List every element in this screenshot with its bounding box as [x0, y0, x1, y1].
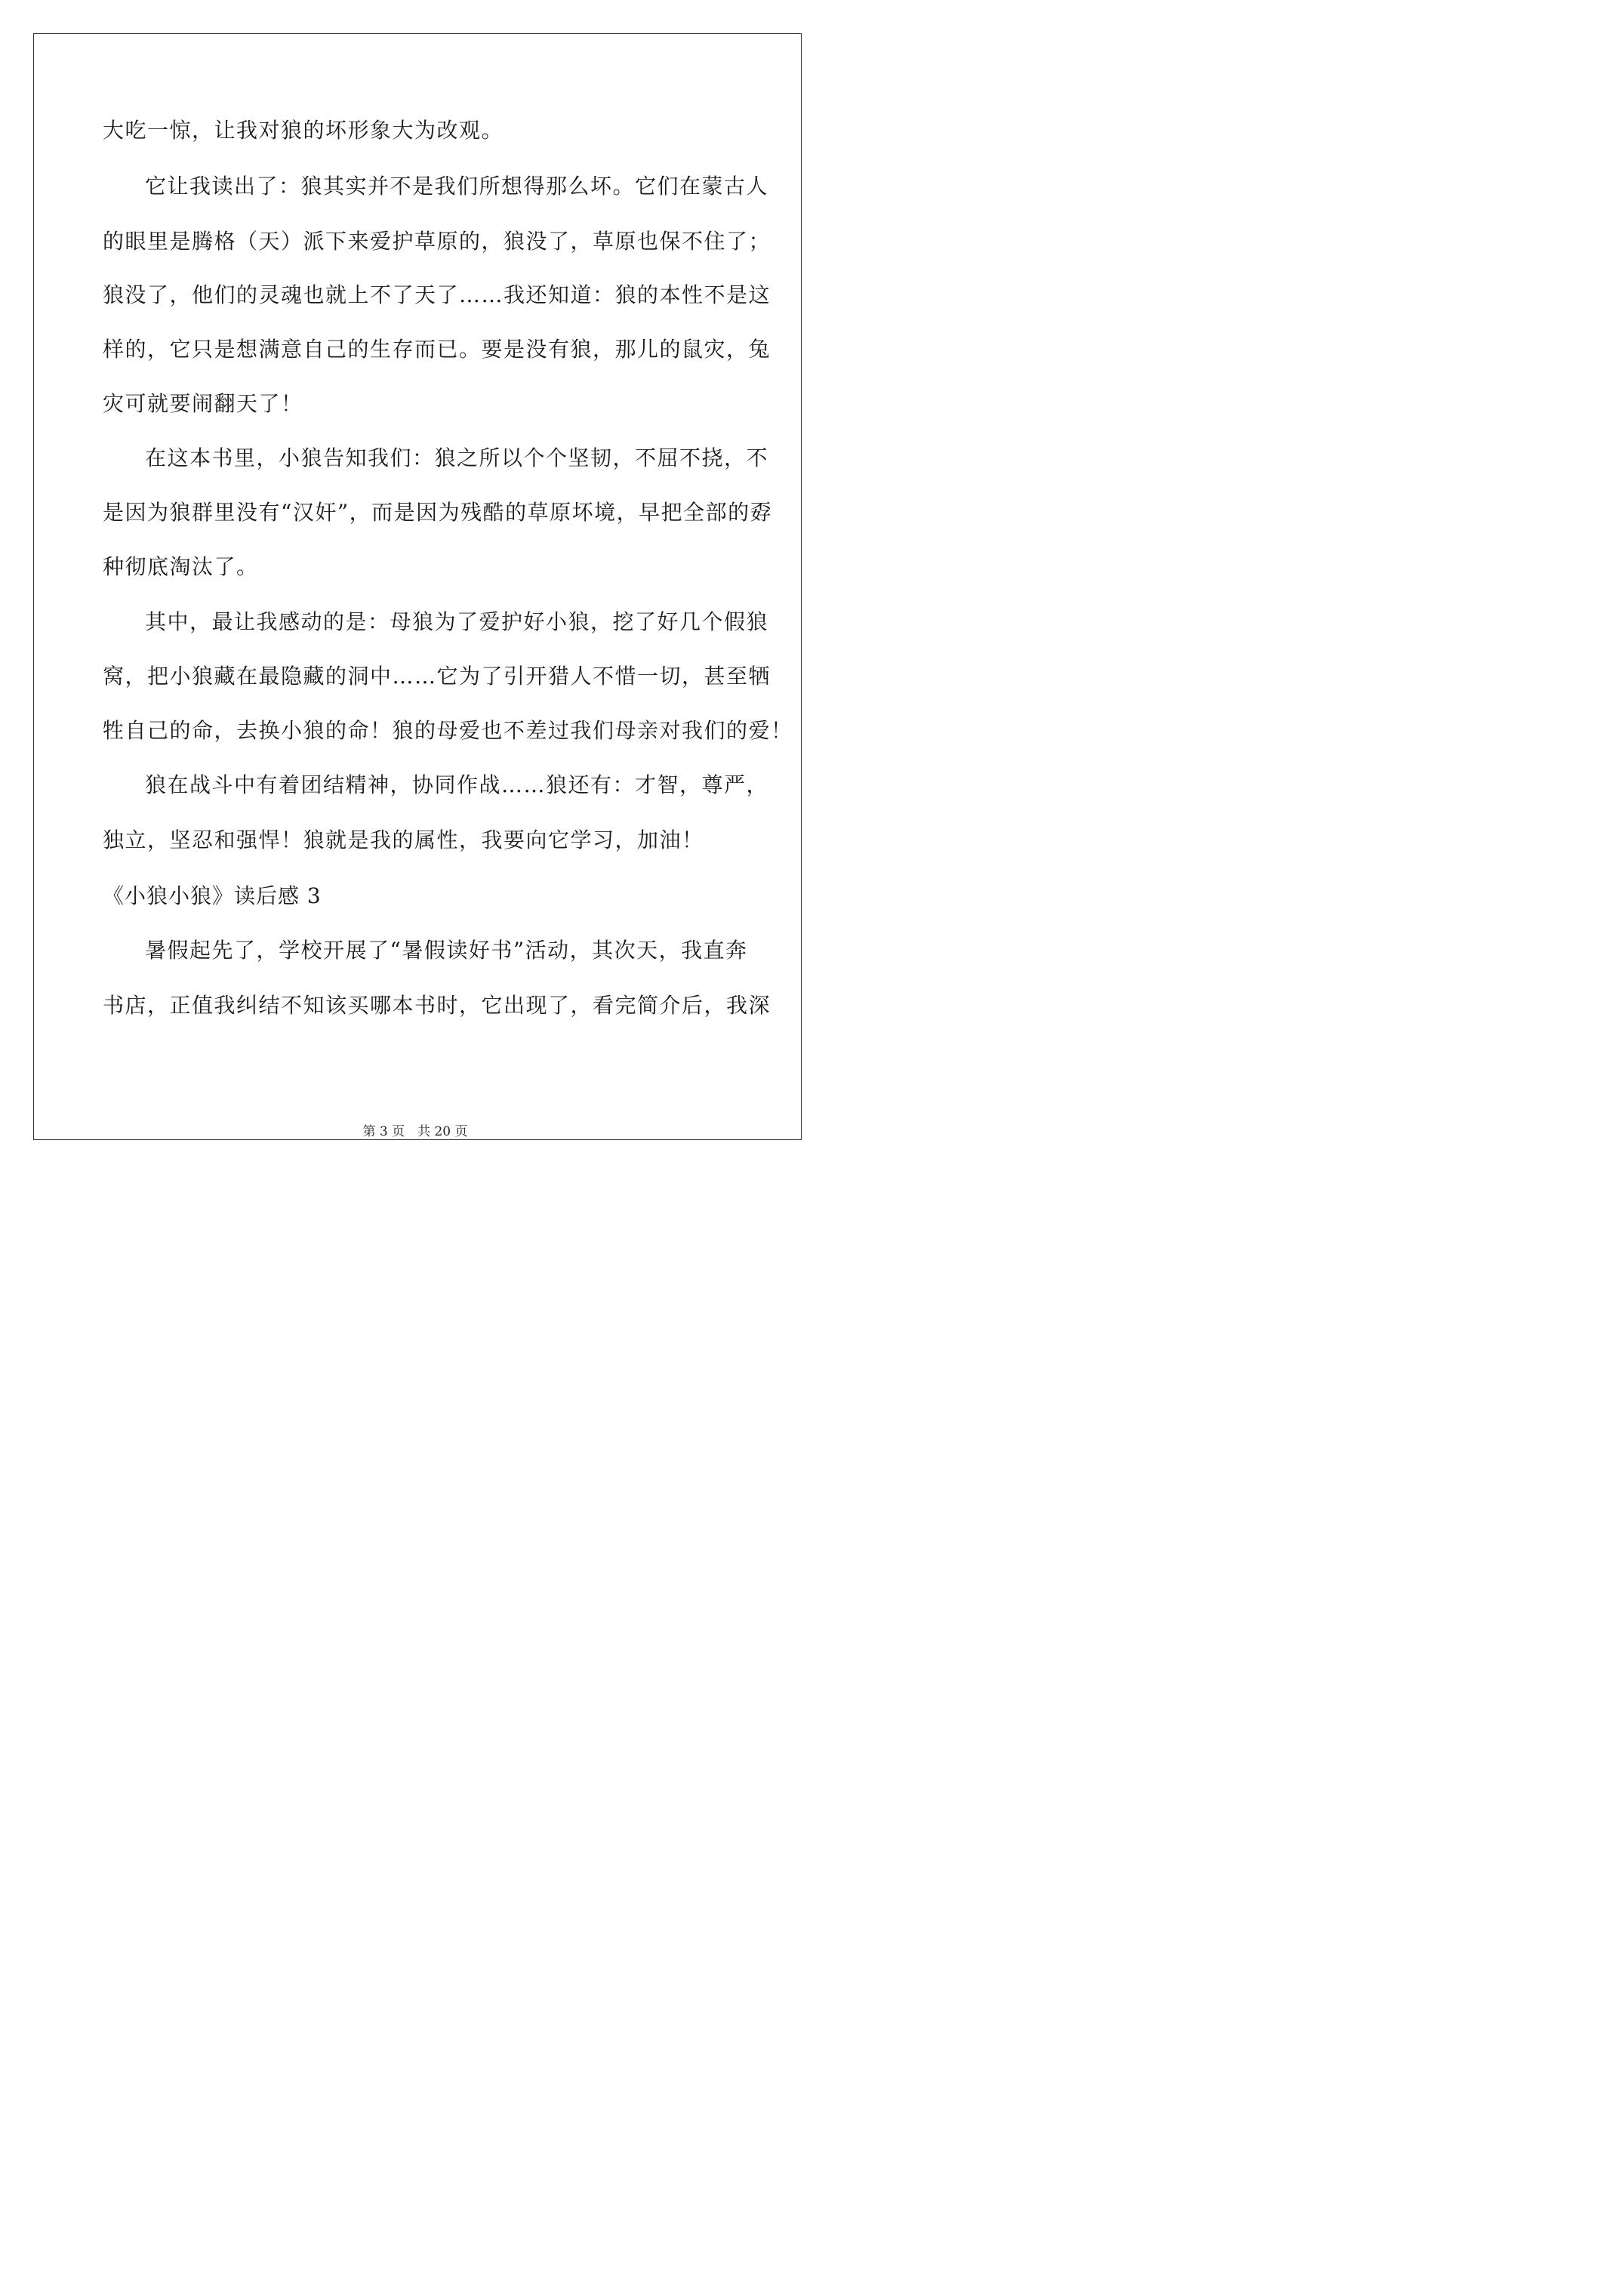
- text-line: 种彻底淘汰了。: [103, 554, 259, 579]
- text-line: 样的，它只是想满意自己的生存而已。要是没有狼，那儿的鼠灾，兔: [103, 337, 771, 362]
- text-line: 在这本书里，小狼告知我们：狼之所以个个坚韧，不屈不挠，不: [145, 445, 769, 470]
- section-heading: 《小狼小狼》读后感 3: [103, 883, 322, 908]
- text-line: 的眼里是腾格（天）派下来爱护草原的，狼没了，草原也保不住了；: [103, 229, 771, 254]
- text-line: 狼没了，他们的灵魂也就上不了天了……我还知道：狼的本性不是这: [103, 282, 771, 307]
- text-line: 书店，正值我纠结不知该买哪本书时，它出现了，看完简介后，我深: [103, 993, 771, 1018]
- text-line: 大吃一惊，让我对狼的坏形象大为改观。: [103, 118, 504, 143]
- text-line: 暑假起先了，学校开展了“暑假读好书”活动，其次天，我直奔: [145, 938, 748, 963]
- text-line: 牲自己的命，去换小狼的命！狼的母爱也不差过我们母亲对我们的爱！: [103, 718, 793, 743]
- text-line: 其中，最让我感动的是：母狼为了爱护好小狼，挖了好几个假狼: [145, 609, 769, 634]
- text-line: 它让我读出了：狼其实并不是我们所想得那么坏。它们在蒙古人: [145, 174, 769, 199]
- text-line: 窝，把小狼藏在最隐藏的洞中……它为了引开猎人不惜一切，甚至牺: [103, 664, 771, 689]
- text-line: 独立，坚忍和强悍！狼就是我的属性，我要向它学习，加油！: [103, 827, 704, 852]
- text-line: 是因为狼群里没有“汉奸”，而是因为残酷的草原坏境，早把全部的孬: [103, 500, 773, 525]
- text-line: 灾可就要闹翻天了！: [103, 391, 303, 416]
- text-line: 狼在战斗中有着团结精神，协同作战……狼还有：才智，尊严，: [145, 772, 769, 797]
- page-number-footer: 第 3 页 共 20 页: [362, 1124, 468, 1139]
